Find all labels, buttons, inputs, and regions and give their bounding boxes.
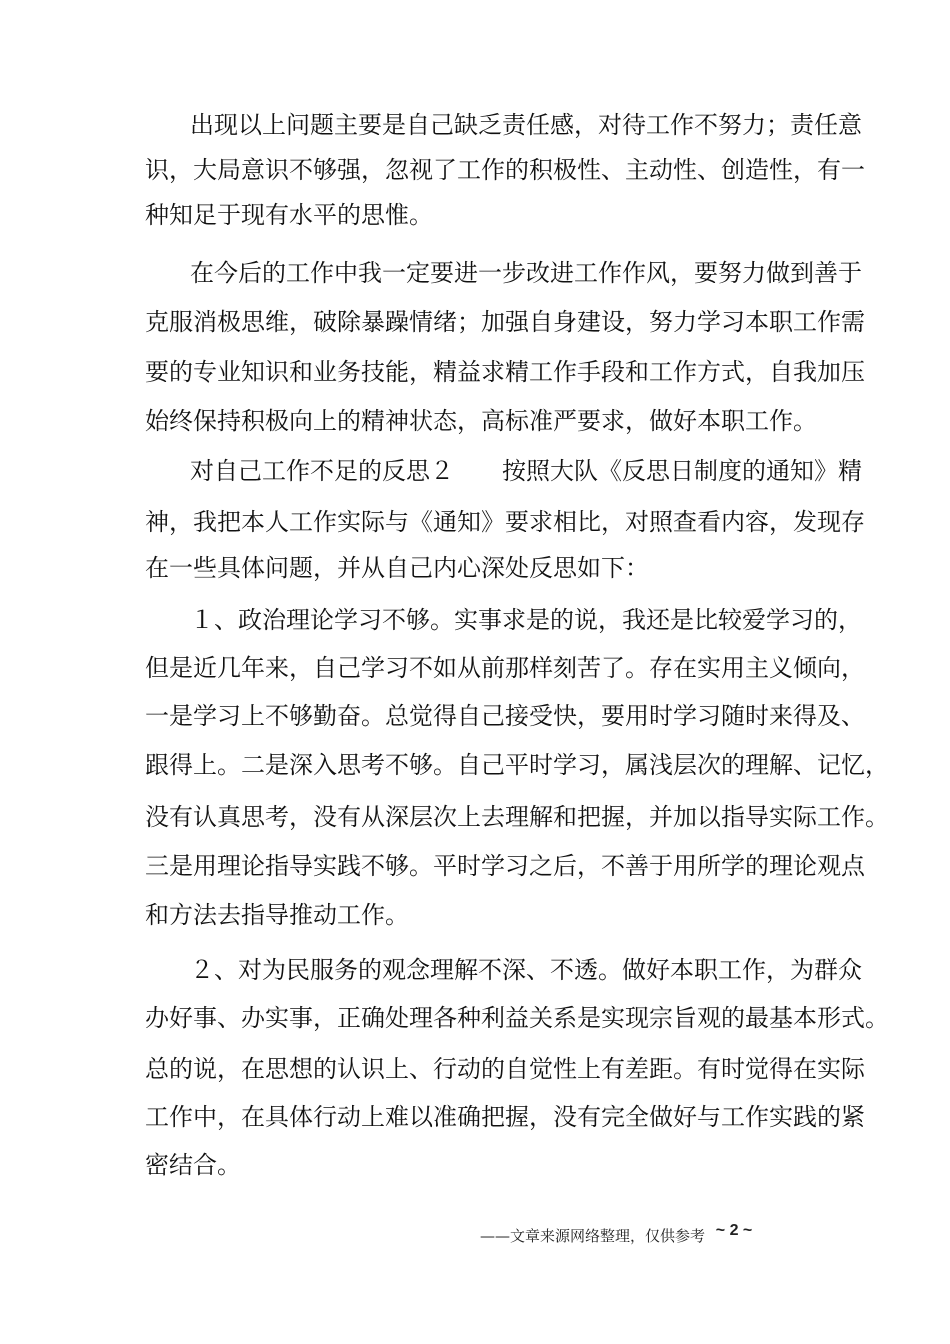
paragraph-2-line-4: 始终保持积极向上的精神状态，高标准严要求，做好本职工作。 bbox=[145, 407, 817, 435]
paragraph-4-line-2: 但是近几年来，自己学习不如从前那样刻苦了。存在实用主义倾向， bbox=[145, 654, 865, 682]
paragraph-4-line-4: 跟得上。二是深入思考不够。自己平时学习，属浅层次的理解、记忆， bbox=[145, 751, 889, 779]
paragraph-2-line-2: 克服消极思维，破除暴躁情绪；加强自身建设，努力学习本职工作需 bbox=[145, 308, 865, 336]
paragraph-5-line-2: 办好事、办实事，正确处理各种利益关系是实现宗旨观的最基本形式。 bbox=[145, 1004, 889, 1032]
footer-source-note: ——文章来源网络整理，仅供参考 bbox=[480, 1227, 706, 1245]
paragraph-1-line-1: 出现以上问题主要是自己缺乏责任感，对待工作不努力；责任意 bbox=[190, 111, 862, 139]
paragraph-3-line-3: 在一些具体问题，并从自己内心深处反思如下： bbox=[145, 554, 649, 582]
paragraph-5-line-1: ２、对为民服务的观念理解不深、不透。做好本职工作，为群众 bbox=[190, 956, 862, 984]
paragraph-3-line-2: 神，我把本人工作实际与《通知》要求相比，对照查看内容，发现存 bbox=[145, 508, 865, 536]
paragraph-4-line-5: 没有认真思考，没有从深层次上去理解和把握，并加以指导实际工作。 bbox=[145, 803, 889, 831]
page-number: ~ 2 ~ bbox=[715, 1222, 753, 1239]
paragraph-4-line-3: 一是学习上不够勤奋。总觉得自己接受快，要用时学习随时来得及、 bbox=[145, 702, 865, 730]
paragraph-5-line-5: 密结合。 bbox=[145, 1151, 241, 1179]
paragraph-2-line-3: 要的专业知识和业务技能，精益求精工作手段和工作方式，自我加压 bbox=[145, 358, 865, 386]
paragraph-3-line-1: 对自己工作不足的反思２ 按照大队《反思日制度的通知》精 bbox=[190, 457, 862, 485]
paragraph-2-line-1: 在今后的工作中我一定要进一步改进工作作风，要努力做到善于 bbox=[190, 259, 862, 287]
paragraph-4-line-6: 三是用理论指导实践不够。平时学习之后，不善于用所学的理论观点 bbox=[145, 852, 865, 880]
paragraph-1-line-3: 种知足于现有水平的思惟。 bbox=[145, 201, 433, 229]
paragraph-5-line-4: 工作中，在具体行动上难以准确把握，没有完全做好与工作实践的紧 bbox=[145, 1103, 865, 1131]
paragraph-4-line-7: 和方法去指导推动工作。 bbox=[145, 901, 409, 929]
page-footer bbox=[480, 1224, 752, 1249]
paragraph-4-line-1: １、政治理论学习不够。实事求是的说，我还是比较爱学习的， bbox=[190, 606, 862, 634]
paragraph-5-line-3: 总的说，在思想的认识上、行动的自觉性上有差距。有时觉得在实际 bbox=[145, 1055, 865, 1083]
paragraph-1-line-2: 识，大局意识不够强，忽视了工作的积极性、主动性、创造性，有一 bbox=[145, 156, 865, 184]
